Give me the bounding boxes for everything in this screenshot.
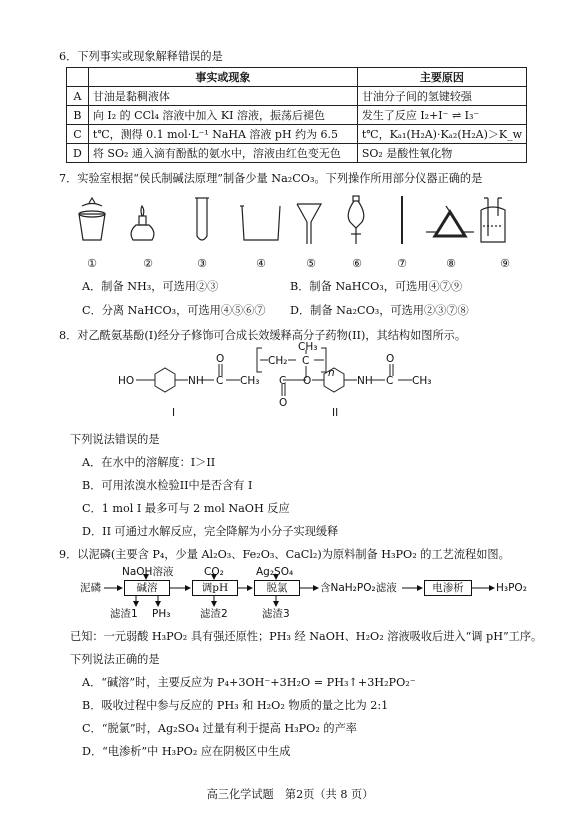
q9-option-a: A．“碱溶”时，主要反应为 P₄+3OH⁻+3H₂O = PH₃↑+3H₂PO₂⁻ bbox=[82, 676, 416, 689]
row-reason: 甘油分子间的氢键较强 bbox=[357, 87, 526, 106]
text-n: n bbox=[328, 367, 335, 379]
q7-option-c: C．分离 NaHCO₃，可选用④⑤⑥⑦ bbox=[82, 304, 266, 317]
flow-ag: Ag₂SO₄ bbox=[256, 566, 294, 578]
flow-product: H₃PO₂ bbox=[496, 582, 527, 594]
row-letter: A bbox=[67, 87, 89, 106]
text-o2: O bbox=[279, 397, 288, 409]
q9-option-b: B．吸收过程中参与反应的 PH₃ 和 H₂O₂ 物质的量之比为 2:1 bbox=[82, 699, 389, 712]
row-letter: C bbox=[67, 125, 89, 144]
flow-out-1b: PH₃ bbox=[152, 608, 171, 620]
flow-box-4: 电渗析 bbox=[424, 580, 472, 596]
q8-stem: 8．对乙酰氨基酚(I)经分子修饰可合成长效缓释高分子药物(II)，其结构如图所示。 bbox=[59, 329, 467, 342]
text-o3: O bbox=[303, 375, 312, 387]
q9-sub: 下列说法正确的是 bbox=[70, 653, 160, 666]
row-fact: 将 SO₂ 通入滴有酚酞的氨水中，溶液由红色变无色 bbox=[88, 144, 357, 163]
flow-box-2: 调pH bbox=[192, 580, 238, 596]
label-ii: II bbox=[332, 407, 339, 419]
row-fact: t℃，测得 0.1 mol·L⁻¹ NaHA 溶液 pH 约为 6.5 bbox=[88, 125, 357, 144]
label-9: ⑨ bbox=[500, 257, 510, 270]
q9-stem: 9．以泥磷(主要含 P₄，少量 Al₂O₃、Fe₂O₃、CaCl₂)为原料制备 H₃PO₂ 的工艺流程如图。 bbox=[59, 548, 510, 561]
text-ch3-1: CH₃ bbox=[240, 375, 260, 387]
text-c3: C bbox=[279, 375, 287, 387]
q8-option-d: D．II 可通过水解反应，完全降解为小分子实现缓释 bbox=[82, 525, 339, 538]
flow-out-1: 滤渣1 bbox=[110, 608, 138, 620]
row-reason: t℃，Kₐ₁(H₂A)·Kₐ₂(H₂A)＞K_w bbox=[357, 125, 526, 144]
q9-option-c: C．“脱氯”时，Ag₂SO₄ 过量有利于提高 H₃PO₂ 的产率 bbox=[82, 722, 357, 735]
row-fact: 甘油是黏稠液体 bbox=[88, 87, 357, 106]
row-reason: SO₂ 是酸性氧化物 bbox=[357, 144, 526, 163]
text-o1: O bbox=[216, 353, 225, 365]
label-1: ① bbox=[87, 257, 97, 270]
label-7: ⑦ bbox=[397, 257, 407, 270]
flow-start: 泥磷 bbox=[80, 582, 101, 594]
label-8: ⑧ bbox=[446, 257, 456, 270]
q7-option-b: B．制备 NaHCO₃，可选用④⑦⑨ bbox=[290, 280, 463, 293]
q7-option-d: D．制备 Na₂CO₃，可选用②③⑦⑧ bbox=[290, 304, 469, 317]
row-letter: B bbox=[67, 106, 89, 125]
flow-co2: CO₂ bbox=[204, 566, 224, 578]
flow-box-1: 碱溶 bbox=[124, 580, 170, 596]
text-ch3-2: CH₃ bbox=[298, 341, 318, 353]
text-c2: C bbox=[302, 355, 310, 367]
q8-option-b: B．可用浓溴水检验II中是否含有 I bbox=[82, 479, 253, 492]
text-nh-2: NH bbox=[357, 375, 373, 387]
q8-option-a: A．在水中的溶解度：I＞II bbox=[82, 456, 216, 469]
q8-option-c: C．1 mol I 最多可与 2 mol NaOH 反应 bbox=[82, 502, 290, 515]
q8-sub: 下列说法错误的是 bbox=[70, 433, 160, 446]
flow-box-3: 脱氯 bbox=[254, 580, 300, 596]
flow-out-3: 滤渣3 bbox=[262, 608, 290, 620]
page-footer: 高三化学试题 第2页（共 8 页） bbox=[206, 788, 374, 801]
text-nh: NH bbox=[188, 375, 204, 387]
text-c4: C bbox=[386, 375, 394, 387]
text-ch3-3: CH₃ bbox=[412, 375, 432, 387]
q9-option-d: D．“电渗析”中 H₃PO₂ 应在阴极区中生成 bbox=[82, 745, 291, 758]
table-header-fact: 事实或现象 bbox=[88, 68, 357, 87]
row-fact: 向 I₂ 的 CCl₄ 溶液中加入 KI 溶液，振荡后褪色 bbox=[88, 106, 357, 125]
label-6: ⑥ bbox=[352, 257, 362, 270]
text-c1: C bbox=[216, 375, 224, 387]
label-4: ④ bbox=[256, 257, 266, 270]
q6-stem: 6．下列事实或现象解释错误的是 bbox=[59, 50, 223, 63]
flow-out-2: 滤渣2 bbox=[200, 608, 228, 620]
q7-option-a: A．制备 NH₃，可选用②③ bbox=[82, 280, 219, 293]
row-letter: D bbox=[67, 144, 89, 163]
flow-filtrate: 含NaH₂PO₂滤液 bbox=[320, 582, 397, 594]
q7-stem: 7．实验室根据“侯氏制碱法原理”制备少量 Na₂CO₃。下列操作所用部分仪器正确的是 bbox=[59, 172, 483, 185]
text-ho: HO bbox=[118, 375, 135, 387]
q9-known: 已知：一元弱酸 H₃PO₂ 具有强还原性；PH₃ 经 NaOH、H₂O₂ 溶液吸收后进入“调 pH”工序。 bbox=[70, 630, 543, 643]
label-5: ⑤ bbox=[306, 257, 316, 270]
flow-naoh: NaOH溶液 bbox=[122, 566, 174, 578]
table-header-reason: 主要原因 bbox=[357, 68, 526, 87]
label-2: ② bbox=[143, 257, 153, 270]
text-o4: O bbox=[386, 353, 395, 365]
row-reason: 发生了反应 I₂+I⁻ ⇌ I₃⁻ bbox=[357, 106, 526, 125]
text-ch2: CH₂ bbox=[268, 355, 288, 367]
label-3: ③ bbox=[197, 257, 207, 270]
label-i: I bbox=[172, 407, 176, 419]
